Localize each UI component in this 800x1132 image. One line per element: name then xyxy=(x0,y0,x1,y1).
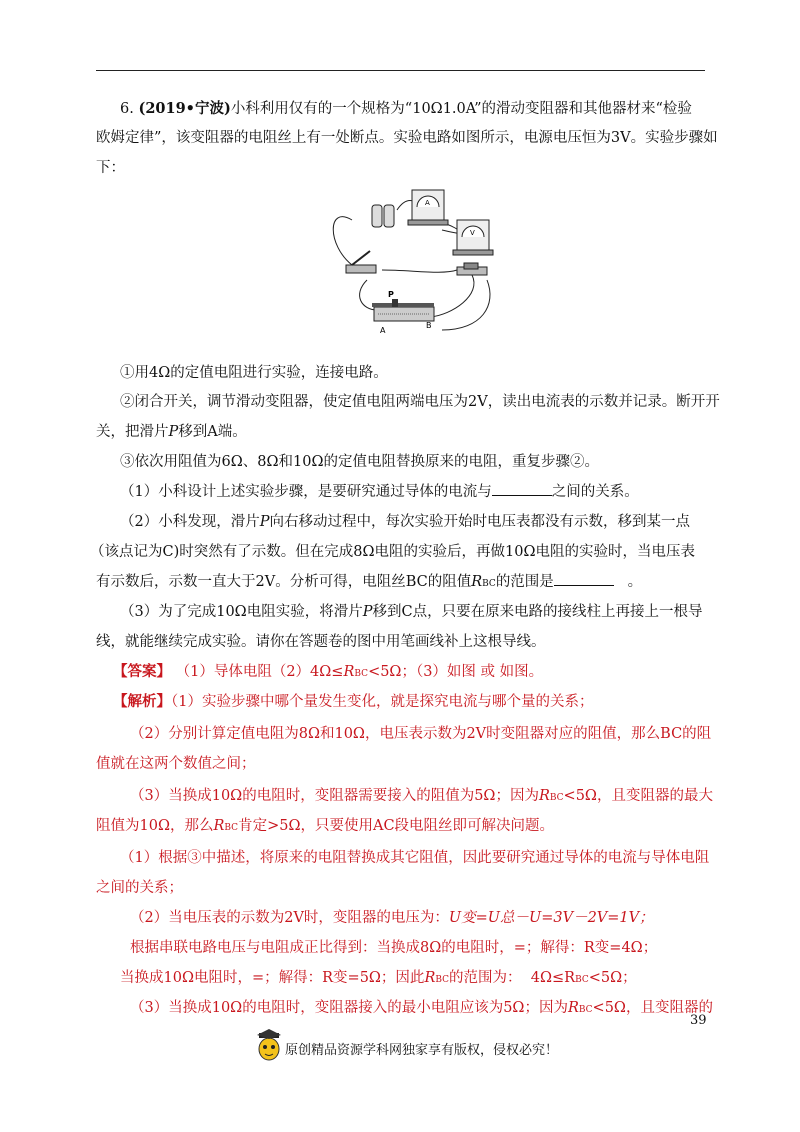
step-1: ①用4Ω的定值电阻进行实验，连接电路。 xyxy=(120,365,388,381)
part-3b: 线，就能继续完成实验。请你在答题卷的图中用笔画线补上这根导线。 xyxy=(96,634,546,650)
wire xyxy=(430,275,474,317)
answer-line: 【答案】 （1）导体电阻（2）4Ω≤RBC<5Ω；（3）如图 或 如图。 xyxy=(113,663,544,680)
answer-tag: 【答案】 xyxy=(113,663,171,680)
wire xyxy=(382,270,457,272)
wire xyxy=(442,280,490,330)
wire xyxy=(333,217,352,265)
analysis-tag: 【解析】 xyxy=(113,693,171,710)
switch xyxy=(346,251,376,273)
footer xyxy=(255,1025,615,1065)
analysis-line-4: （3）当换成10Ω的电阻时，变阻器需要接入的阻值为5Ω；因为RBC<5Ω，且变阻器的最大 xyxy=(130,788,713,804)
fixed-resistor xyxy=(457,263,487,275)
part-2b: （该点记为C)时突然有了示数。但在完成8Ω电阻的实验后，再做10Ω电阻的实验时，当电压表 xyxy=(90,544,695,560)
analysis-line-3: 值就在这两个数值之间； xyxy=(96,756,256,772)
answer-blank-1 xyxy=(492,483,552,496)
analysis-line-10: 当换成10Ω电阻时，=；解得：R变=5Ω；因此RBC的范围为： 4Ω≤RBC<5Ω； xyxy=(120,970,637,986)
analysis-line-2: （2）分别计算定值电阻为8Ω和10Ω，电压表示数为2V时变阻器对应的阻值，那么BC的阻 xyxy=(130,726,712,742)
analysis-line-5: 阻值为10Ω，那么RBC肯定>5Ω，只要使用AC段电阻丝即可解决问题。 xyxy=(96,818,555,834)
analysis-line-8: （2）当电压表的示数为2V时，变阻器的电压为：U变=U总－U=3V－2V=1V； xyxy=(130,910,654,926)
part-2a: （2）小科发现，滑片P向右移动过程中，每次实验开始时电压表都没有示数，移到某一点 xyxy=(120,514,690,530)
page-number: 39 xyxy=(690,1013,707,1028)
analysis-line-9: 根据串联电路电压与电阻成正比得到：当换成8Ω的电阻时，=；解得：R变=4Ω； xyxy=(130,940,658,956)
analysis-line-7: 之间的关系； xyxy=(96,880,183,896)
battery xyxy=(372,205,394,227)
analysis-line-6: （1）根据③中描述，将原来的电阻替换成其它阻值，因此要研究通过导体的电流与导体电阻 xyxy=(120,850,710,866)
question-line-2: 欧姆定律”，该变阻器的电阻丝上有一处断点。实验电路如图所示，电源电压恒为3V。实验步骤如 xyxy=(96,130,718,146)
answer-blank-2 xyxy=(554,573,614,586)
part-1: （1）小科设计上述实验步骤，是要研究通过导体的电流与 之间的关系。 xyxy=(120,484,639,500)
part-2c: 有示数后，示数一直大于2V。分析可得，电阻丝BC的阻值RBC的范围是 。 xyxy=(96,574,643,590)
step-2a: ②闭合开关，调节滑动变阻器，使定值电阻两端电压为2V，读出电流表的示数并记录。断开开 xyxy=(120,394,720,410)
question-source: (2019•宁波) xyxy=(138,100,231,117)
rheostat xyxy=(372,290,434,335)
question-line-1: 6. (2019•宁波)小科利用仅有的一个规格为“10Ω1.0A”的滑动变阻器和其他器材来“检验 xyxy=(120,100,692,117)
mascot-logo-icon xyxy=(255,1027,283,1063)
label-a: A xyxy=(380,326,386,335)
analysis-line-1: 【解析】（1）实验步骤中哪个量发生变化，就是探究电流与哪个量的关系； xyxy=(113,693,594,710)
step-3: ③依次用阻值为6Ω、8Ω和10Ω的定值电阻替换原来的电阻，重复步骤②。 xyxy=(120,454,599,470)
label-p: P xyxy=(388,290,394,299)
ammeter xyxy=(408,190,448,225)
step-2b: 关，把滑片P移到A端。 xyxy=(96,424,247,440)
question-line-3: 下： xyxy=(96,160,125,176)
voltmeter xyxy=(453,220,493,255)
voltmeter-label: V xyxy=(470,229,475,237)
footer-text: 原创精品资源学科网独家享有版权，侵权必究！ xyxy=(285,1043,559,1058)
label-b: B xyxy=(426,321,432,330)
part-3a: （3）为了完成10Ω电阻实验，将滑片P移到C点，只要在原来电路的接线柱上再接上一根导 xyxy=(120,604,703,620)
circuit-diagram xyxy=(322,185,502,335)
ammeter-label: A xyxy=(425,199,430,207)
analysis-line-11: （3）当换成10Ω的电阻时，变阻器接入的最小电阻应该为5Ω；因为RBC<5Ω，且变阻器的 xyxy=(130,1000,713,1016)
header-rule xyxy=(96,70,705,71)
